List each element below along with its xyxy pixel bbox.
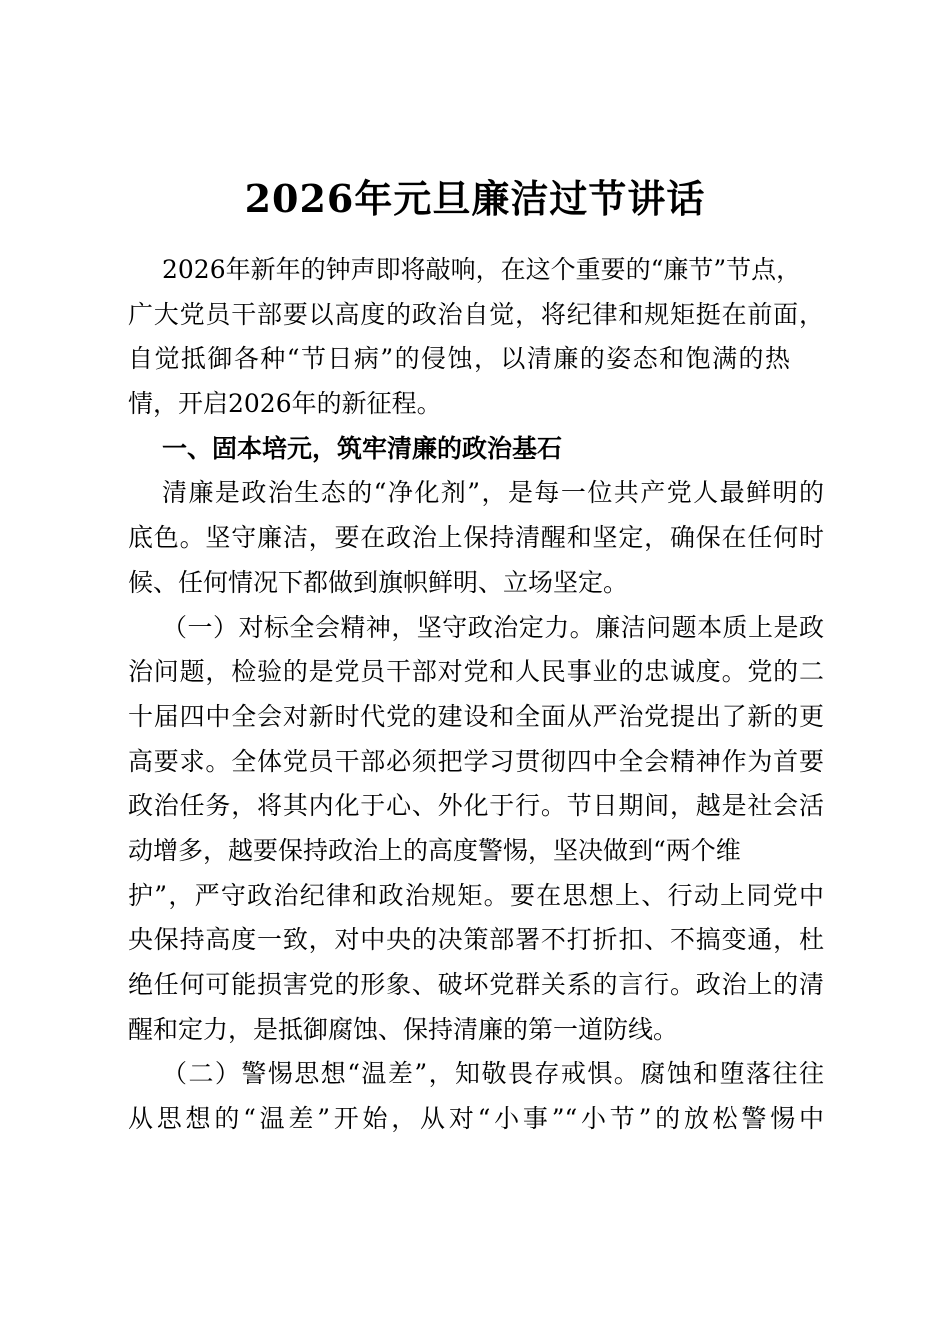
paragraph-line: 十届四中全会对新时代党的建设和全面从严治党提出了新的更 xyxy=(128,701,824,731)
paragraph-line: 高要求。全体党员干部必须把学习贯彻四中全会精神作为首要 xyxy=(128,746,824,776)
paragraph-line: 2026年新年的钟声即将敲响，在这个重要的“廉节”节点， xyxy=(162,255,802,284)
paragraph-line: 广大党员干部要以高度的政治自觉，将纪律和规矩挺在前面， xyxy=(128,299,824,329)
paragraph-line: 醒和定力，是抵御腐蚀、保持清廉的第一道防线。 xyxy=(128,1014,679,1044)
subsection-line: （一）对标全会精神，坚守政治定力。廉洁问题本质上是政 xyxy=(162,612,824,642)
paragraph-line: 央保持高度一致，对中央的决策部署不打折扣、不搞变通，杜 xyxy=(128,925,824,955)
document-title: 2026年元旦廉洁过节讲话 xyxy=(244,176,706,221)
paragraph-line: 护”，严守政治纪律和政治规矩。要在思想上、行动上同党中 xyxy=(128,880,824,910)
document-body xyxy=(128,248,824,1142)
paragraph-line: 政治任务，将其内化于心、外化于行。节日期间，越是社会活 xyxy=(128,791,824,821)
paragraph-line: 绝任何可能损害党的形象、破坏党群关系的言行。政治上的清 xyxy=(128,970,824,999)
paragraph-line: 治问题，检验的是党员干部对党和人民事业的忠诚度。党的二 xyxy=(128,657,824,687)
subsection-line: （二）警惕思想“温差”，知敬畏存戒惧。腐蚀和堕落往往 xyxy=(162,1059,824,1089)
paragraph-line: 情，开启2026年的新征程。 xyxy=(128,389,442,419)
paragraph-line: 底色。坚守廉洁，要在政治上保持清醒和坚定，确保在任何时 xyxy=(128,523,824,553)
paragraph-line: 候、任何情况下都做到旗帜鲜明、立场坚定。 xyxy=(128,567,629,597)
paragraph-line: 从思想的“温差”开始，从对“小事”“小节”的放松警惕中 xyxy=(128,1104,824,1134)
section-heading: 一、固本培元，筑牢清廉的政治基石 xyxy=(162,433,563,463)
paragraph-line: 动增多，越要保持政治上的高度警惕，坚决做到“两个维 xyxy=(128,835,741,865)
paragraph-line: 清廉是政治生态的“净化剂”，是每一位共产党人最鲜明的 xyxy=(162,478,824,508)
paragraph-line: 自觉抵御各种“节日病”的侵蚀，以清廉的姿态和饱满的热 xyxy=(128,344,790,374)
